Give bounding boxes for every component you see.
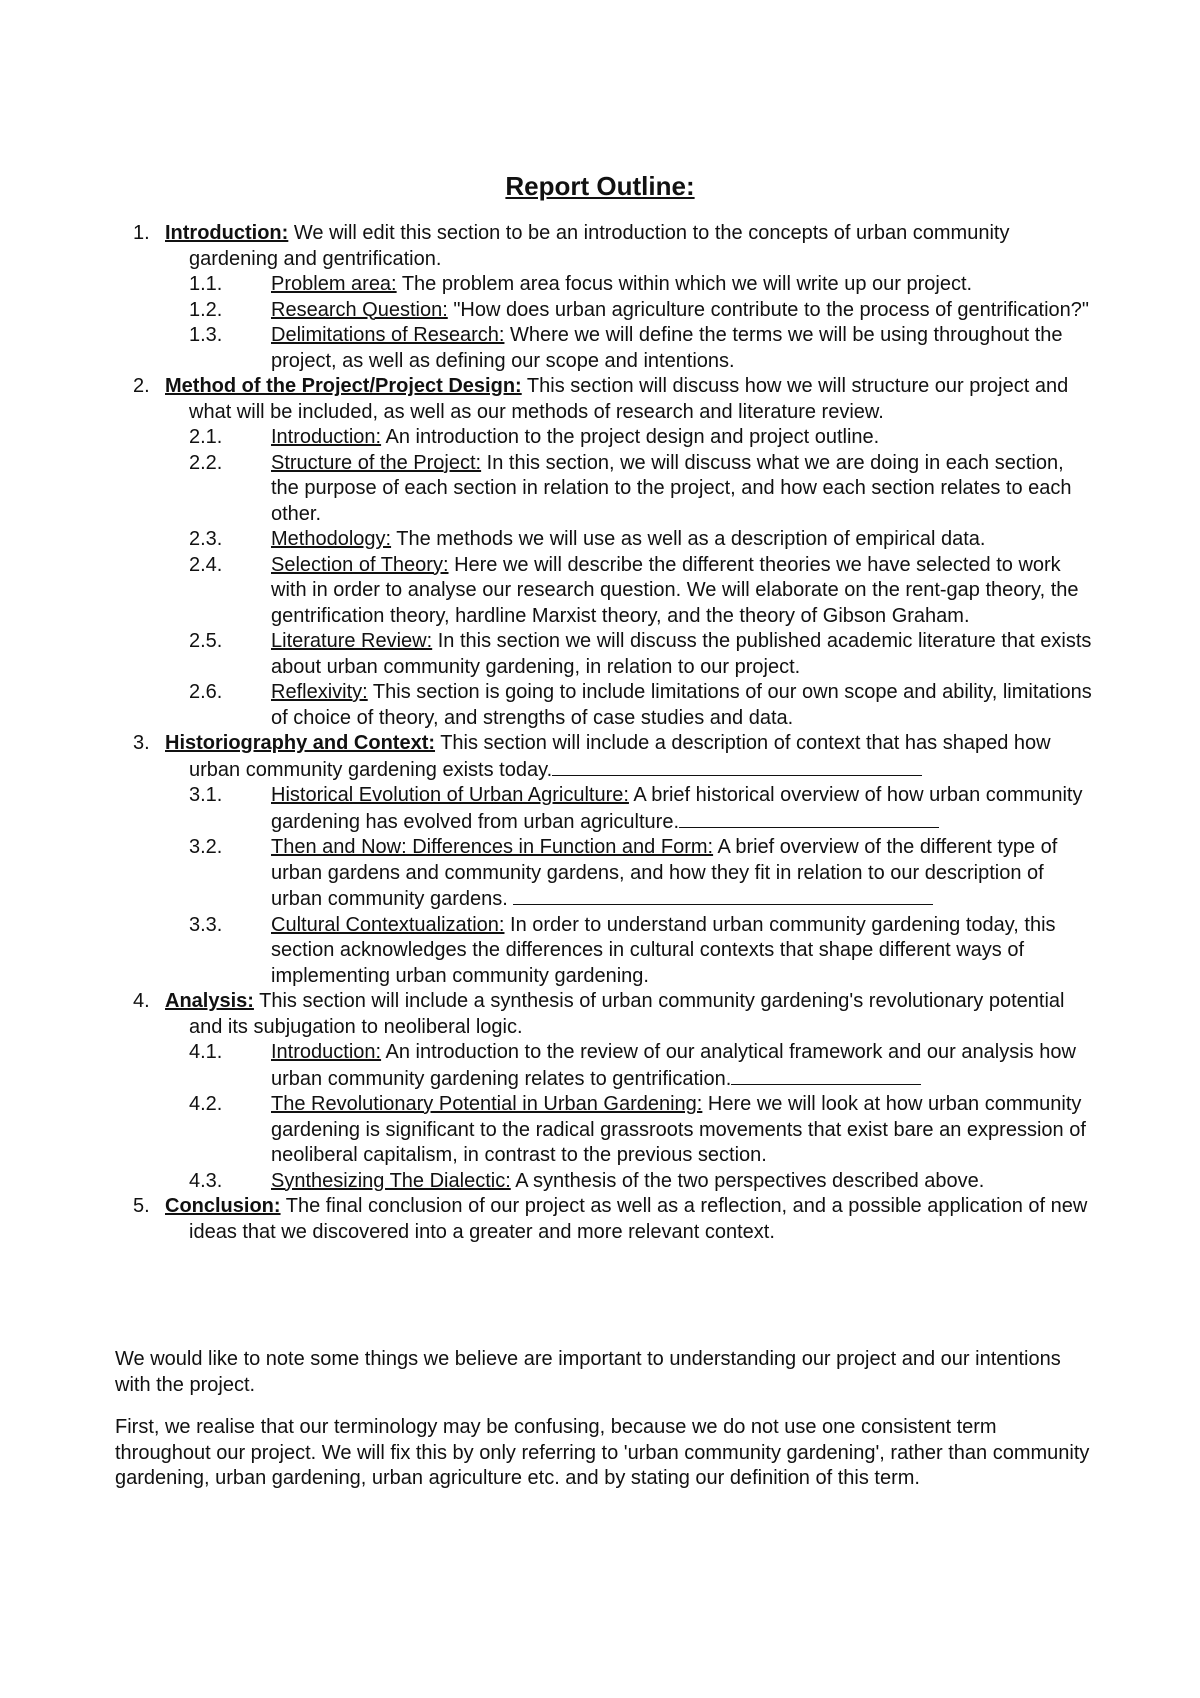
- page-title: Report Outline:: [505, 171, 695, 201]
- subsection-3-2: [115, 835, 1095, 913]
- subsection-text: A brief overview of the different type of urban gardens and community gardens, and how they fit in relation to our description of urban community gardens.: [271, 836, 1058, 910]
- section-5: [115, 1194, 1095, 1245]
- subsection-3-1: [115, 783, 1095, 835]
- section-heading: Introduction:: [165, 222, 289, 244]
- subsection-text: Where we will define the terms we will be using throughout the project, as well as defining our scope and intentions.: [271, 324, 1063, 372]
- subsection-number: 1.1.: [189, 273, 223, 295]
- subsection-heading: Research Question:: [271, 298, 448, 321]
- section-number: 3.: [133, 732, 150, 754]
- subsection-1-1: [115, 272, 1095, 298]
- subsection-heading: Synthesizing The Dialectic:: [271, 1169, 511, 1192]
- subsection-number: 4.1.: [189, 1041, 223, 1063]
- subsection-number: 3.1.: [189, 784, 223, 806]
- subsection-text: Here we will look at how urban community gardening is significant to the radical grassroots movements that exist bare an expression of neoliberal capitalism, in contrast to the previous section.: [271, 1093, 1086, 1166]
- subsection-text: In this section, we will discuss what we are doing in each section, the purpose of each section in relation to the project, and how each section relates to each other.: [271, 451, 1072, 525]
- subsection-text: An introduction to the review of our analytical framework and our analysis how urban community gardening relates to gentrification.: [271, 1041, 1076, 1090]
- section-heading: Analysis:: [165, 990, 254, 1012]
- subsection-heading: Literature Review:: [271, 630, 433, 652]
- fill-line: [552, 757, 922, 776]
- subsection-number: 3.2.: [189, 836, 223, 858]
- subsection-text: A brief historical overview of how urban community gardening has evolved from urban agriculture.: [271, 784, 1083, 833]
- subsection-heading: Reflexivity:: [271, 681, 368, 703]
- subsection-1-3: [115, 323, 1095, 374]
- subsection-text: The methods we will use as well as a description of empirical data.: [396, 528, 986, 550]
- section-number: 2.: [133, 375, 150, 397]
- subsection-number: 4.2.: [189, 1093, 223, 1115]
- subsection-text: "How does urban agriculture contribute to the process of gentrification?": [453, 298, 1089, 321]
- subsection-text: An introduction to the project design and project outline.: [385, 426, 880, 448]
- section-text: The final conclusion of our project as well as a reflection, and a possible application of new ideas that we discovered into a greater and more relevant context.: [189, 1195, 1088, 1243]
- subsection-2-5: [115, 629, 1095, 680]
- subsection-heading: Delimitations of Research:: [271, 324, 505, 346]
- subsection-heading: Problem area:: [271, 273, 397, 295]
- subsection-number: 4.3.: [189, 1169, 223, 1192]
- subsection-heading: Cultural Contextualization:: [271, 913, 505, 936]
- subsection-number: 2.4.: [189, 553, 223, 576]
- subsection-number: 2.1.: [189, 426, 223, 448]
- fill-line: [513, 886, 933, 905]
- section-number: 1.: [133, 222, 150, 244]
- section-number: 4.: [133, 990, 150, 1012]
- subsection-number: 1.3.: [189, 324, 223, 346]
- subsection-4-1: [115, 1040, 1095, 1092]
- section-3: [115, 731, 1095, 783]
- note-paragraph-1: We would like to note some things we believe are important to understanding our project and our intentions with the project.: [115, 1348, 1061, 1396]
- subsection-heading: Methodology:: [271, 528, 392, 550]
- subsection-number: 2.3.: [189, 528, 223, 550]
- note-paragraph-2: First, we realise that our terminology may be confusing, because we do not use one consistent term throughout our project. We will fix this by only referring to 'urban community gardening', rather than community gardening, urban gardening, urban agriculture etc. and by stating our definition of this term.: [115, 1416, 1090, 1489]
- section-4: [115, 989, 1095, 1040]
- subsection-text: In this section we will discuss the published academic literature that exists about urban community gardening, in relation to our project.: [271, 630, 1092, 678]
- section-text: We will edit this section to be an introduction to the concepts of urban community gardening and gentrification.: [189, 222, 1010, 270]
- subsection-2-4: [115, 553, 1095, 630]
- fill-line: [731, 1066, 921, 1085]
- subsection-text: This section is going to include limitations of our own scope and ability, limitations of choice of theory, and strengths of case studies and data.: [271, 681, 1092, 729]
- subsection-heading: The Revolutionary Potential in Urban Gardening:: [271, 1093, 703, 1115]
- section-number: 5.: [133, 1195, 150, 1217]
- subsection-number: 2.6.: [189, 681, 223, 703]
- subsection-1-2: [115, 298, 1095, 324]
- subsection-text: A synthesis of the two perspectives described above.: [515, 1169, 985, 1192]
- subsection-number: 3.3.: [189, 913, 223, 936]
- subsection-text: Here we will describe the different theories we have selected to work with in order to analyse our research question. We will elaborate on the rent-gap theory, the gentrification theory, hardline Marxist theory, and the theory of Gibson Graham.: [271, 553, 1079, 627]
- subsection-heading: Structure of the Project:: [271, 451, 482, 474]
- subsection-3-3: [115, 913, 1095, 990]
- fill-line: [679, 809, 939, 828]
- subsection-heading: Historical Evolution of Urban Agriculture:: [271, 784, 629, 806]
- subsection-text: In order to understand urban community gardening today, this section acknowledges the differences in cultural contexts that shape different ways of implementing urban community gardening.: [271, 913, 1056, 987]
- subsection-4-3: [115, 1169, 1095, 1195]
- subsection-2-6: [115, 680, 1095, 731]
- section-heading: Method of the Project/Project Design:: [165, 375, 522, 397]
- section-text: This section will include a description of context that has shaped how urban community gardening exists today.: [189, 732, 1051, 781]
- section-2: [115, 374, 1095, 425]
- subsection-heading: Selection of Theory:: [271, 553, 449, 576]
- subsection-2-3: [115, 527, 1095, 553]
- subsection-2-2: [115, 451, 1095, 528]
- section-1: [115, 221, 1095, 272]
- subsection-heading: Introduction:: [271, 1041, 382, 1063]
- subsection-4-2: [115, 1092, 1095, 1169]
- section-heading: Historiography and Context:: [165, 732, 436, 754]
- subsection-heading: Introduction:: [271, 426, 382, 448]
- subsection-heading: Then and Now: Differences in Function and Form:: [271, 836, 714, 858]
- section-text: This section will include a synthesis of urban community gardening's revolutionary potential and its subjugation to neoliberal logic.: [189, 990, 1065, 1038]
- subsection-number: 1.2.: [189, 298, 223, 321]
- report-outline-list: [115, 221, 1095, 1245]
- subsection-number: 2.2.: [189, 451, 223, 474]
- subsection-number: 2.5.: [189, 630, 223, 652]
- subsection-2-1: [115, 425, 1095, 451]
- subsection-text: The problem area focus within which we will write up our project.: [401, 273, 973, 295]
- section-text: This section will discuss how we will structure our project and what will be included, as well as our methods of research and literature review.: [189, 375, 1069, 423]
- section-heading: Conclusion:: [165, 1195, 281, 1217]
